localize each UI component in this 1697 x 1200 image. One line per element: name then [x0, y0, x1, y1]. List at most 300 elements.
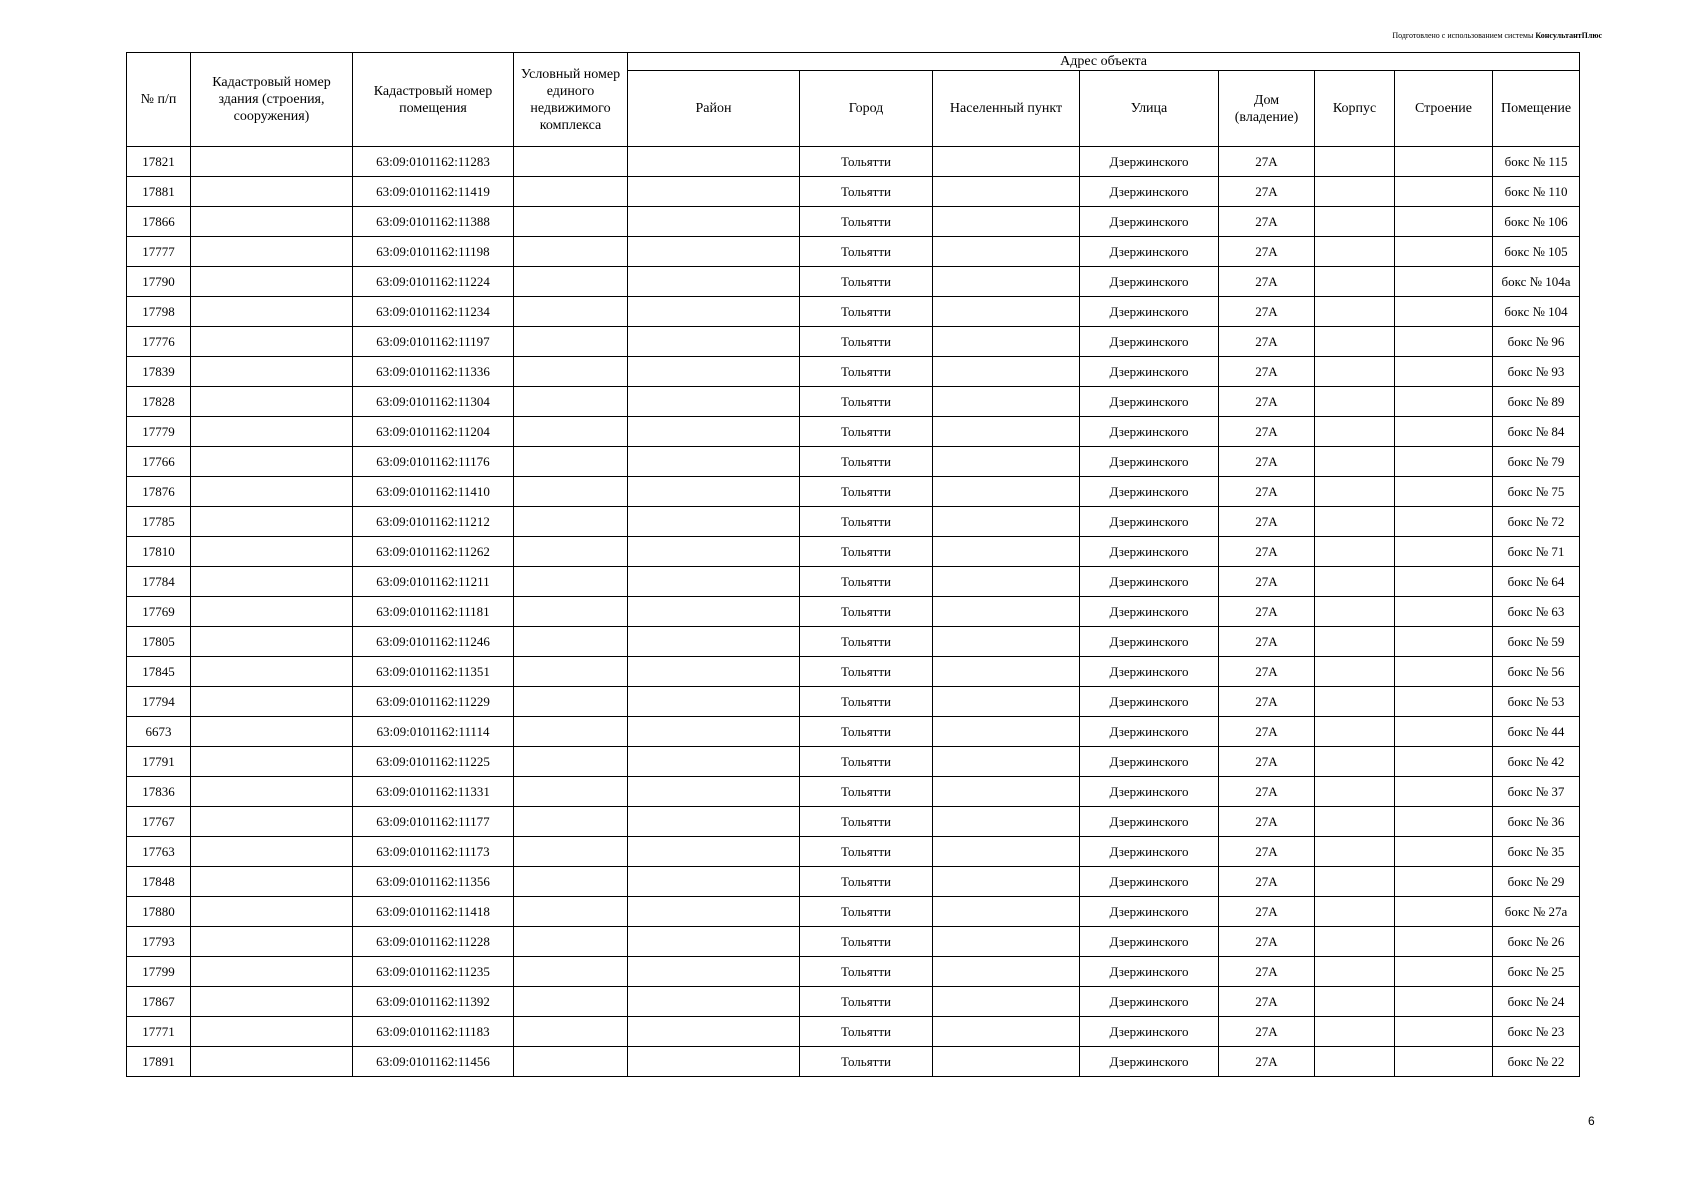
cell-building [1395, 657, 1493, 687]
cell-room-cadastral: 63:09:0101162:11198 [353, 237, 514, 267]
cell-conditional-number [514, 537, 628, 567]
cell-house: 27А [1219, 447, 1315, 477]
cell-building-cadastral [191, 567, 353, 597]
cell-house: 27А [1219, 837, 1315, 867]
cell-room: бокс № 79 [1493, 447, 1580, 477]
cell-conditional-number [514, 837, 628, 867]
cell-street: Дзержинского [1080, 777, 1219, 807]
cell-building [1395, 927, 1493, 957]
cell-conditional-number [514, 627, 628, 657]
cell-corpus [1315, 477, 1395, 507]
cell-conditional-number [514, 237, 628, 267]
cell-settlement [933, 657, 1080, 687]
cell-building [1395, 687, 1493, 717]
cell-settlement [933, 207, 1080, 237]
cell-building [1395, 627, 1493, 657]
table-row [127, 957, 1580, 987]
cell-building [1395, 447, 1493, 477]
cell-conditional-number [514, 657, 628, 687]
cell-num: 17848 [127, 867, 191, 897]
cell-street: Дзержинского [1080, 207, 1219, 237]
cell-building [1395, 837, 1493, 867]
cell-house: 27А [1219, 477, 1315, 507]
cell-conditional-number [514, 267, 628, 297]
cell-settlement [933, 867, 1080, 897]
cell-building-cadastral [191, 207, 353, 237]
header-city: Город [800, 71, 933, 147]
cell-settlement [933, 597, 1080, 627]
cell-building-cadastral [191, 177, 353, 207]
cell-street: Дзержинского [1080, 387, 1219, 417]
cell-building [1395, 357, 1493, 387]
cell-room-cadastral: 63:09:0101162:11235 [353, 957, 514, 987]
cell-room: бокс № 72 [1493, 507, 1580, 537]
cell-house: 27А [1219, 987, 1315, 1017]
consultant-plus-note [1392, 31, 1602, 40]
cell-building-cadastral [191, 1047, 353, 1077]
cell-room: бокс № 104 [1493, 297, 1580, 327]
table-row [127, 447, 1580, 477]
cell-street: Дзержинского [1080, 687, 1219, 717]
cell-district [628, 537, 800, 567]
cell-building-cadastral [191, 777, 353, 807]
cell-street: Дзержинского [1080, 717, 1219, 747]
cell-conditional-number [514, 147, 628, 177]
cell-house: 27А [1219, 957, 1315, 987]
cell-settlement [933, 1017, 1080, 1047]
cell-street: Дзержинского [1080, 177, 1219, 207]
cell-num: 17784 [127, 567, 191, 597]
cell-corpus [1315, 657, 1395, 687]
cell-street: Дзержинского [1080, 867, 1219, 897]
cell-building [1395, 567, 1493, 597]
cell-building-cadastral [191, 267, 353, 297]
cell-conditional-number [514, 507, 628, 537]
cell-building [1395, 387, 1493, 417]
cell-district [628, 897, 800, 927]
cell-corpus [1315, 777, 1395, 807]
cell-num: 17876 [127, 477, 191, 507]
cell-street: Дзержинского [1080, 237, 1219, 267]
cell-house: 27А [1219, 357, 1315, 387]
cell-room: бокс № 23 [1493, 1017, 1580, 1047]
cell-settlement [933, 357, 1080, 387]
cell-district [628, 957, 800, 987]
cell-district [628, 237, 800, 267]
cell-house: 27А [1219, 597, 1315, 627]
cell-room-cadastral: 63:09:0101162:11212 [353, 507, 514, 537]
cell-conditional-number [514, 447, 628, 477]
cell-room: бокс № 75 [1493, 477, 1580, 507]
table-row [127, 387, 1580, 417]
cell-building-cadastral [191, 327, 353, 357]
cell-building-cadastral [191, 837, 353, 867]
cell-district [628, 627, 800, 657]
cell-num: 17769 [127, 597, 191, 627]
cell-room: бокс № 36 [1493, 807, 1580, 837]
cell-conditional-number [514, 687, 628, 717]
cell-building [1395, 597, 1493, 627]
cell-building [1395, 297, 1493, 327]
cell-room-cadastral: 63:09:0101162:11197 [353, 327, 514, 357]
table-header [127, 53, 1580, 147]
cell-house: 27А [1219, 807, 1315, 837]
table-row [127, 237, 1580, 267]
table-row [127, 897, 1580, 927]
cell-corpus [1315, 327, 1395, 357]
cell-house: 27А [1219, 867, 1315, 897]
table-row [127, 597, 1580, 627]
table-row [127, 1047, 1580, 1077]
table-row [127, 1017, 1580, 1047]
cell-building [1395, 807, 1493, 837]
cell-street: Дзержинского [1080, 957, 1219, 987]
cell-district [628, 357, 800, 387]
cell-city: Тольятти [800, 957, 933, 987]
cell-room-cadastral: 63:09:0101162:11410 [353, 477, 514, 507]
cell-building-cadastral [191, 747, 353, 777]
cell-building [1395, 477, 1493, 507]
cell-street: Дзержинского [1080, 507, 1219, 537]
cell-house: 27А [1219, 657, 1315, 687]
cell-num: 17785 [127, 507, 191, 537]
cell-room: бокс № 37 [1493, 777, 1580, 807]
cell-corpus [1315, 1047, 1395, 1077]
cell-building-cadastral [191, 237, 353, 267]
cell-num: 17794 [127, 687, 191, 717]
cell-num: 17766 [127, 447, 191, 477]
cell-settlement [933, 267, 1080, 297]
cell-city: Тольятти [800, 687, 933, 717]
cell-street: Дзержинского [1080, 897, 1219, 927]
cell-settlement [933, 747, 1080, 777]
cell-corpus [1315, 567, 1395, 597]
cell-corpus [1315, 357, 1395, 387]
cell-room: бокс № 110 [1493, 177, 1580, 207]
cell-room: бокс № 25 [1493, 957, 1580, 987]
cell-conditional-number [514, 747, 628, 777]
cell-num: 17767 [127, 807, 191, 837]
cell-num: 17866 [127, 207, 191, 237]
cell-corpus [1315, 597, 1395, 627]
cell-settlement [933, 987, 1080, 1017]
cell-building-cadastral [191, 1017, 353, 1047]
cell-street: Дзержинского [1080, 327, 1219, 357]
cell-settlement [933, 567, 1080, 597]
cell-conditional-number [514, 867, 628, 897]
table-row [127, 177, 1580, 207]
cell-corpus [1315, 297, 1395, 327]
cell-room-cadastral: 63:09:0101162:11304 [353, 387, 514, 417]
cell-building [1395, 537, 1493, 567]
cell-num: 17790 [127, 267, 191, 297]
cell-settlement [933, 477, 1080, 507]
header-settlement: Населенный пункт [933, 71, 1080, 147]
cell-settlement [933, 537, 1080, 567]
cell-building-cadastral [191, 297, 353, 327]
cell-district [628, 507, 800, 537]
table-row [127, 537, 1580, 567]
cell-num: 17805 [127, 627, 191, 657]
table-row [127, 987, 1580, 1017]
cell-settlement [933, 687, 1080, 717]
cell-building-cadastral [191, 507, 353, 537]
table-row [127, 927, 1580, 957]
header-room-cadastral: Кадастровый номер помещения [353, 53, 514, 147]
cell-district [628, 687, 800, 717]
table-row [127, 207, 1580, 237]
cell-street: Дзержинского [1080, 987, 1219, 1017]
cell-corpus [1315, 207, 1395, 237]
cell-room-cadastral: 63:09:0101162:11173 [353, 837, 514, 867]
cell-district [628, 417, 800, 447]
cell-conditional-number [514, 327, 628, 357]
cell-building-cadastral [191, 807, 353, 837]
cell-building-cadastral [191, 717, 353, 747]
cell-room-cadastral: 63:09:0101162:11229 [353, 687, 514, 717]
cell-city: Тольятти [800, 357, 933, 387]
cell-room: бокс № 44 [1493, 717, 1580, 747]
cell-conditional-number [514, 417, 628, 447]
cell-num: 17810 [127, 537, 191, 567]
header-address-group: Адрес объекта [628, 53, 1580, 71]
cell-city: Тольятти [800, 897, 933, 927]
cell-num: 17777 [127, 237, 191, 267]
cell-building [1395, 417, 1493, 447]
cell-room: бокс № 93 [1493, 357, 1580, 387]
cell-city: Тольятти [800, 717, 933, 747]
table-row [127, 837, 1580, 867]
cell-house: 27А [1219, 237, 1315, 267]
cell-settlement [933, 147, 1080, 177]
cell-room-cadastral: 63:09:0101162:11246 [353, 627, 514, 657]
cell-street: Дзержинского [1080, 297, 1219, 327]
cell-city: Тольятти [800, 267, 933, 297]
cell-settlement [933, 447, 1080, 477]
cell-building [1395, 1017, 1493, 1047]
cell-street: Дзержинского [1080, 837, 1219, 867]
cell-conditional-number [514, 567, 628, 597]
cell-settlement [933, 177, 1080, 207]
cell-conditional-number [514, 477, 628, 507]
cell-conditional-number [514, 1017, 628, 1047]
cell-city: Тольятти [800, 507, 933, 537]
cell-room: бокс № 35 [1493, 837, 1580, 867]
cell-num: 17799 [127, 957, 191, 987]
cell-room: бокс № 53 [1493, 687, 1580, 717]
cell-room-cadastral: 63:09:0101162:11114 [353, 717, 514, 747]
cell-building [1395, 237, 1493, 267]
table-row [127, 627, 1580, 657]
cell-conditional-number [514, 897, 628, 927]
cell-room: бокс № 27а [1493, 897, 1580, 927]
cell-house: 27А [1219, 687, 1315, 717]
cell-building-cadastral [191, 417, 353, 447]
cell-street: Дзержинского [1080, 417, 1219, 447]
cell-settlement [933, 777, 1080, 807]
cell-room: бокс № 59 [1493, 627, 1580, 657]
cell-city: Тольятти [800, 297, 933, 327]
header-num: № п/п [127, 53, 191, 147]
cell-building-cadastral [191, 447, 353, 477]
cell-building-cadastral [191, 147, 353, 177]
cell-conditional-number [514, 297, 628, 327]
cell-corpus [1315, 987, 1395, 1017]
cell-city: Тольятти [800, 537, 933, 567]
cell-street: Дзержинского [1080, 927, 1219, 957]
cell-house: 27А [1219, 627, 1315, 657]
cell-house: 27А [1219, 717, 1315, 747]
cell-settlement [933, 807, 1080, 837]
cell-building [1395, 267, 1493, 297]
cell-room-cadastral: 63:09:0101162:11228 [353, 927, 514, 957]
header-conditional-number: Условный номер единого недвижимого комплекса [514, 53, 628, 147]
note-prefix: Подготовлено с использованием системы [1392, 31, 1534, 40]
cell-district [628, 327, 800, 357]
cell-settlement [933, 327, 1080, 357]
cell-conditional-number [514, 177, 628, 207]
cell-building [1395, 717, 1493, 747]
cell-house: 27А [1219, 747, 1315, 777]
cell-room: бокс № 96 [1493, 327, 1580, 357]
cell-corpus [1315, 177, 1395, 207]
table-row [127, 417, 1580, 447]
header-room: Помещение [1493, 71, 1580, 147]
cell-num: 17880 [127, 897, 191, 927]
cell-corpus [1315, 507, 1395, 537]
cell-num: 17793 [127, 927, 191, 957]
cell-corpus [1315, 837, 1395, 867]
cell-city: Тольятти [800, 237, 933, 267]
cell-building-cadastral [191, 657, 353, 687]
header-house: Дом (владение) [1219, 71, 1315, 147]
cell-building-cadastral [191, 867, 353, 897]
cell-corpus [1315, 237, 1395, 267]
cell-street: Дзержинского [1080, 1017, 1219, 1047]
cell-city: Тольятти [800, 987, 933, 1017]
cell-corpus [1315, 867, 1395, 897]
cell-room-cadastral: 63:09:0101162:11418 [353, 897, 514, 927]
cell-district [628, 567, 800, 597]
cell-settlement [933, 717, 1080, 747]
cell-num: 17776 [127, 327, 191, 357]
cell-corpus [1315, 1017, 1395, 1047]
cell-building-cadastral [191, 357, 353, 387]
cell-district [628, 267, 800, 297]
cell-room: бокс № 84 [1493, 417, 1580, 447]
cell-room-cadastral: 63:09:0101162:11176 [353, 447, 514, 477]
cell-settlement [933, 897, 1080, 927]
cell-room: бокс № 104а [1493, 267, 1580, 297]
cell-street: Дзержинского [1080, 537, 1219, 567]
cell-room: бокс № 106 [1493, 207, 1580, 237]
note-brand: КонсультантПлюс [1535, 31, 1602, 40]
cell-room-cadastral: 63:09:0101162:11356 [353, 867, 514, 897]
cell-city: Тольятти [800, 597, 933, 627]
cell-building [1395, 507, 1493, 537]
cell-street: Дзержинского [1080, 567, 1219, 597]
cell-room-cadastral: 63:09:0101162:11183 [353, 1017, 514, 1047]
cell-building [1395, 177, 1493, 207]
cell-settlement [933, 627, 1080, 657]
cell-corpus [1315, 927, 1395, 957]
cell-room-cadastral: 63:09:0101162:11211 [353, 567, 514, 597]
cell-city: Тольятти [800, 327, 933, 357]
cell-street: Дзержинского [1080, 357, 1219, 387]
cell-num: 17798 [127, 297, 191, 327]
cell-num: 17821 [127, 147, 191, 177]
cell-city: Тольятти [800, 477, 933, 507]
cell-conditional-number [514, 957, 628, 987]
cell-settlement [933, 237, 1080, 267]
cell-room-cadastral: 63:09:0101162:11336 [353, 357, 514, 387]
cell-corpus [1315, 267, 1395, 297]
cell-district [628, 477, 800, 507]
table-row [127, 807, 1580, 837]
cell-district [628, 207, 800, 237]
cell-house: 27А [1219, 1017, 1315, 1047]
cell-room-cadastral: 63:09:0101162:11262 [353, 537, 514, 567]
cell-corpus [1315, 417, 1395, 447]
cell-room: бокс № 63 [1493, 597, 1580, 627]
cell-settlement [933, 387, 1080, 417]
cell-building-cadastral [191, 387, 353, 417]
header-corpus: Корпус [1315, 71, 1395, 147]
header-street: Улица [1080, 71, 1219, 147]
cell-building-cadastral [191, 957, 353, 987]
cell-num: 17836 [127, 777, 191, 807]
cell-room-cadastral: 63:09:0101162:11456 [353, 1047, 514, 1077]
cell-room: бокс № 105 [1493, 237, 1580, 267]
cell-city: Тольятти [800, 207, 933, 237]
cell-city: Тольятти [800, 927, 933, 957]
cell-room-cadastral: 63:09:0101162:11204 [353, 417, 514, 447]
header-district: Район [628, 71, 800, 147]
table-row [127, 717, 1580, 747]
cell-city: Тольятти [800, 447, 933, 477]
cell-district [628, 597, 800, 627]
cell-num: 17763 [127, 837, 191, 867]
cell-building-cadastral [191, 597, 353, 627]
cell-city: Тольятти [800, 777, 933, 807]
cell-house: 27А [1219, 1047, 1315, 1077]
cell-building [1395, 987, 1493, 1017]
table-row [127, 867, 1580, 897]
cell-building [1395, 867, 1493, 897]
cell-house: 27А [1219, 927, 1315, 957]
cell-district [628, 657, 800, 687]
cell-room-cadastral: 63:09:0101162:11181 [353, 597, 514, 627]
cell-building-cadastral [191, 537, 353, 567]
cell-street: Дзержинского [1080, 477, 1219, 507]
cell-house: 27А [1219, 897, 1315, 927]
cell-settlement [933, 957, 1080, 987]
cell-district [628, 867, 800, 897]
cell-room-cadastral: 63:09:0101162:11283 [353, 147, 514, 177]
cell-building [1395, 1047, 1493, 1077]
cell-room-cadastral: 63:09:0101162:11392 [353, 987, 514, 1017]
cell-conditional-number [514, 717, 628, 747]
cell-building [1395, 897, 1493, 927]
cell-room-cadastral: 63:09:0101162:11419 [353, 177, 514, 207]
cell-building [1395, 777, 1493, 807]
cell-room: бокс № 22 [1493, 1047, 1580, 1077]
cell-corpus [1315, 717, 1395, 747]
cell-city: Тольятти [800, 837, 933, 867]
cell-house: 27А [1219, 147, 1315, 177]
cell-settlement [933, 837, 1080, 867]
cell-conditional-number [514, 207, 628, 237]
